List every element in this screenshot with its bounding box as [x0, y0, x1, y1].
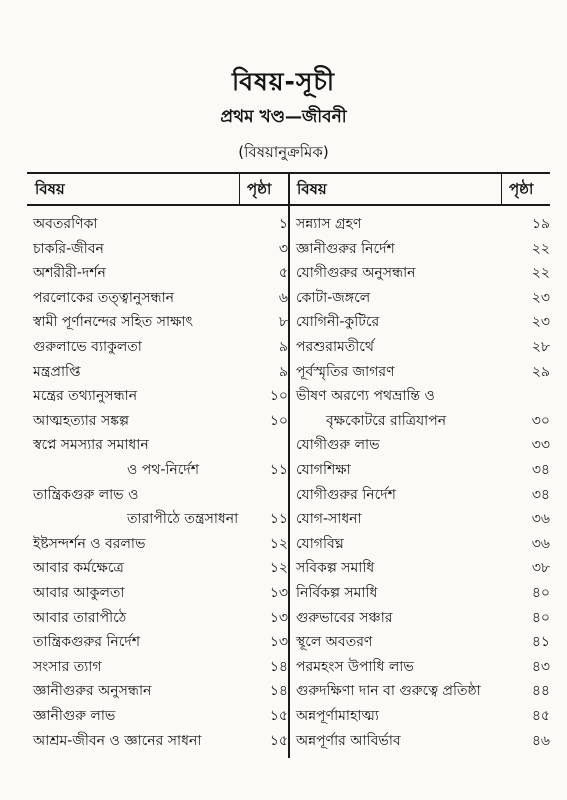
contents-entry [290, 532, 550, 554]
entry-page-number: ১১ [269, 462, 288, 478]
contents-entry [290, 286, 550, 308]
contents-entry [290, 507, 550, 529]
contents-entry [290, 335, 550, 357]
contents-entry [290, 237, 550, 259]
entry-title: জ্ঞানীগুরু লাভ [33, 708, 116, 724]
entry-title: অশরীরী-দর্শন [33, 265, 106, 282]
entry-title: পরলোকের তত্ত্বানুসন্ধান [33, 289, 175, 306]
contents-entry [27, 679, 288, 701]
right-page-header: পৃষ্ঠা [509, 180, 534, 198]
entry-page-number: ১৩ [269, 585, 288, 601]
entry-page-number: ৪৪ [531, 683, 550, 700]
entry-title: তারাপীঠে তন্ত্রসাধনা [127, 511, 239, 528]
entry-title: সন্ন্যাস গ্রহণ [296, 216, 362, 232]
entry-title: বৃক্ষকোটরে রাত্রিযাপন [326, 412, 447, 429]
contents-entry [27, 310, 288, 332]
entry-page-number: ৩৪ [531, 462, 550, 478]
entry-page-number: ৪৫ [531, 708, 550, 724]
entry-page-number: ৩৮ [531, 560, 550, 577]
contents-entry [27, 409, 288, 431]
left-subject-header: বিষয় [35, 180, 65, 198]
entry-title: পরশুরামতীর্থে [296, 339, 374, 355]
entry-page-number: ৯ [278, 363, 288, 380]
contents-entry [290, 360, 550, 382]
entry-page-number: ২৮ [531, 339, 550, 355]
entry-page-number: ২৯ [531, 363, 550, 380]
entry-page-number: ১০ [269, 388, 288, 405]
entry-page-number: ২২ [531, 240, 550, 257]
entry-title: আবার আকুলতা [33, 585, 125, 601]
contents-entry [27, 606, 288, 628]
entry-page-number: ১৫ [269, 708, 288, 724]
contents-entry [290, 655, 550, 677]
contents-entry [27, 335, 288, 357]
entry-title: কোটা-জঙ্গলে [296, 289, 371, 306]
entry-title: সবিকল্প সমাধি [296, 560, 375, 577]
entry-title: আশ্রম-জীবন ও জ্ঞানের সাধনা [33, 732, 202, 749]
entry-title: সংসার ত্যাগ [33, 658, 102, 675]
entry-page-number: ৯ [278, 339, 288, 355]
contents-entry [27, 261, 288, 283]
entry-title: আবার তারাপীঠে [33, 609, 127, 626]
entry-title: নির্বিকল্প সমাধি [296, 585, 378, 601]
entry-title: পরমহংস উপাধি লাভ [296, 658, 414, 675]
entry-title: যোগশিক্ষা [296, 462, 351, 478]
contents-entry [290, 433, 550, 455]
entry-page-number: ১২ [269, 535, 288, 552]
contents-entry [27, 286, 288, 308]
entry-title: অন্নপূর্ণার আবির্ভাব [296, 732, 401, 749]
entry-page-number: ১৪ [269, 658, 288, 675]
entry-title: আত্মহত্যার সঙ্কল্প [33, 412, 129, 429]
entry-page-number: ১৯ [531, 216, 550, 232]
entry-page-number: ৪৬ [531, 732, 550, 749]
entry-page-number: ১৪ [269, 683, 288, 700]
entry-title: পূর্বস্মৃতির জাগরণ [296, 363, 395, 380]
entry-title: যোগিনী-কুটিরে [296, 314, 380, 331]
entry-title: যোগীগুরুর নির্দেশ [296, 486, 396, 503]
contents-entry [27, 360, 288, 382]
contents-entry [290, 458, 550, 480]
contents-entry [27, 704, 288, 726]
entry-page-number: ৮ [278, 314, 288, 331]
contents-entry [27, 212, 288, 234]
contents-entry [290, 384, 550, 406]
entry-title: যোগীগুরু লাভ [296, 437, 380, 454]
contents-table [27, 172, 550, 758]
ordering-tag: (বিষয়ানুক্রমিক) [238, 143, 329, 161]
contents-entry [290, 606, 550, 628]
contents-entry [290, 581, 550, 603]
entry-title: জ্ঞানীগুরুর অনুসন্ধান [33, 683, 152, 700]
entry-title: ইষ্টসন্দর্শন ও বরলাভ [33, 535, 146, 552]
entry-page-number: ৩ [278, 240, 288, 257]
section-subtitle: প্রথম খণ্ড—জীবনী [220, 107, 347, 127]
entry-page-number: ৫ [278, 265, 288, 282]
entry-page-number: ১ [278, 216, 288, 232]
entry-title: মন্ত্রের তথ্যানুসন্ধান [33, 388, 138, 405]
entry-title: স্বপ্নে সমস্যার সমাধান [33, 437, 149, 454]
entry-title: চাকরি-জীবন [33, 240, 104, 257]
contents-entry [27, 458, 288, 480]
entry-page-number: ১৫ [269, 732, 288, 749]
contents-entry [27, 655, 288, 677]
entry-page-number: ৪০ [531, 585, 550, 601]
entry-title: স্থূলে অবতরণ [296, 634, 373, 651]
right-column [290, 172, 550, 758]
entry-page-number: ১৩ [269, 634, 288, 651]
entry-title: স্বামী পূর্ণানন্দের সহিত সাক্ষাৎ [33, 314, 193, 331]
entry-title: অন্নপূর্ণামাহাত্ম্য [296, 708, 379, 724]
contents-entry [27, 581, 288, 603]
entry-title: যোগীগুরুর অনুসন্ধান [296, 265, 416, 282]
contents-entry [290, 212, 550, 234]
entry-page-number: ২২ [531, 265, 550, 282]
entry-page-number: ৪৩ [531, 658, 550, 675]
contents-entry [27, 556, 288, 578]
contents-entry [290, 704, 550, 726]
contents-entry [290, 310, 550, 332]
contents-entry [290, 630, 550, 652]
entry-title: তান্ত্রিকগুরুর নির্দেশ [33, 634, 141, 651]
contents-entry [290, 679, 550, 701]
contents-entry [290, 409, 550, 431]
entry-page-number: ২৩ [531, 289, 550, 306]
contents-entry [27, 433, 288, 455]
page-title: বিষয়-সূচী [231, 67, 336, 96]
contents-entry [27, 384, 288, 406]
entry-page-number: ৪০ [531, 609, 550, 626]
entry-page-number: ৩৬ [531, 535, 550, 552]
entry-title: অবতরণিকা [33, 216, 98, 232]
entry-title: গুরুলাভে ব্যাকুলতা [33, 339, 142, 355]
contents-entry [27, 729, 288, 751]
entry-page-number: ৬ [278, 289, 288, 306]
entry-title: মন্ত্রপ্রাপ্তি [33, 363, 81, 380]
entry-title: আবার কর্মক্ষেত্রে [33, 560, 124, 577]
entry-page-number: ৪১ [531, 634, 550, 651]
contents-entry [27, 630, 288, 652]
entry-title: জ্ঞানীগুরুর নির্দেশ [296, 240, 395, 257]
entry-title: যোগ-সাধনা [296, 511, 362, 528]
right-subject-header: বিষয় [297, 180, 327, 198]
entry-page-number: ৩৪ [531, 486, 550, 503]
contents-entry [290, 483, 550, 505]
contents-entry [290, 729, 550, 751]
entry-title: ভীষণ অরণ্যে পথভ্রান্তি ও [296, 388, 435, 405]
contents-entry [27, 237, 288, 259]
entry-title: গুরুদক্ষিণা দান বা গুরুত্বে প্রতিষ্ঠা [296, 683, 481, 700]
contents-entry [290, 556, 550, 578]
entry-page-number: ১১ [269, 511, 288, 528]
left-column [27, 172, 288, 758]
entry-page-number: ১০ [269, 412, 288, 429]
entry-page-number: ১৩ [269, 609, 288, 626]
left-page-header: পৃষ্ঠা [247, 180, 272, 198]
entry-title: যোগবিঘ্ন [296, 535, 344, 552]
contents-entry [290, 261, 550, 283]
entry-page-number: ৩০ [531, 412, 550, 429]
entry-title: ও পথ-নির্দেশ [127, 462, 200, 478]
entry-page-number: ২৩ [531, 314, 550, 331]
contents-entry [27, 532, 288, 554]
contents-entry [27, 507, 288, 529]
entry-page-number: ৩৬ [531, 511, 550, 528]
contents-entry [27, 483, 288, 505]
entry-title: তান্ত্রিকগুরু লাভ ও [33, 486, 139, 503]
entry-page-number: ১২ [269, 560, 288, 577]
entry-page-number: ৩৩ [531, 437, 550, 454]
entry-title: গুরুভাবের সঞ্চার [296, 609, 393, 626]
